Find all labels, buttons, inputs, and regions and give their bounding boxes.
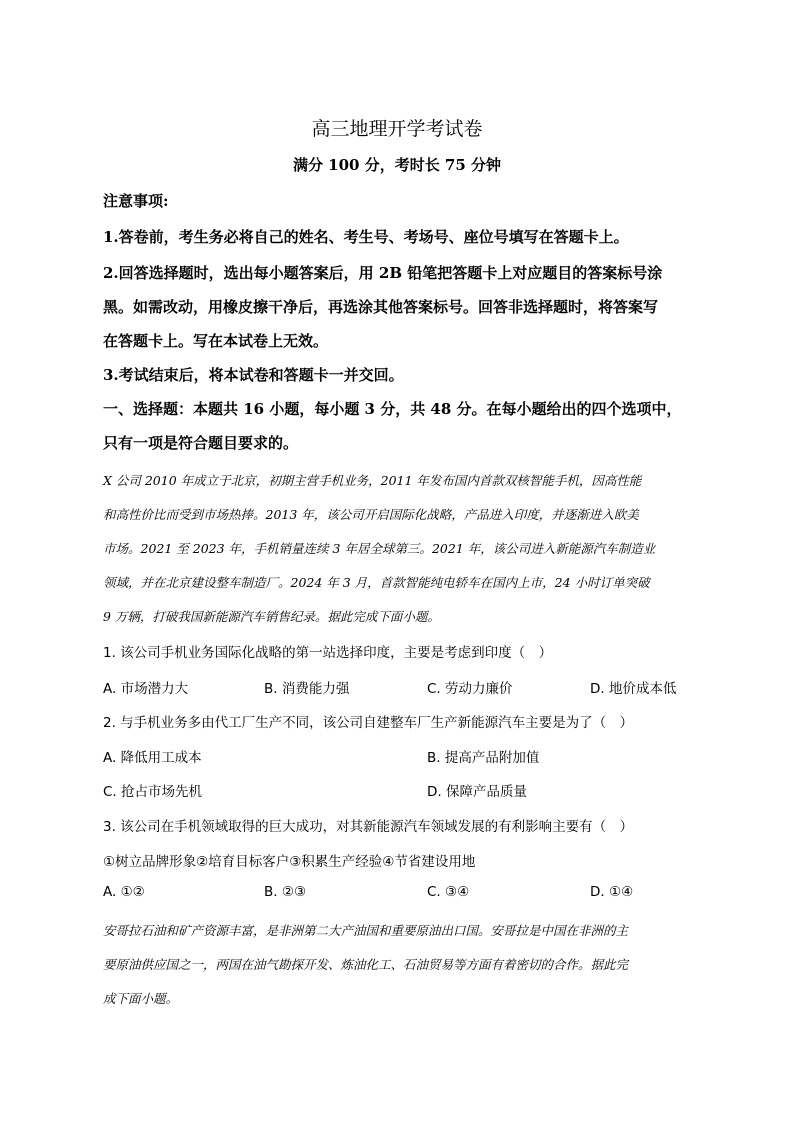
passage-line: 和高性价比而受到市场热捧。2013 年，该公司开启国际化战略，产品进入印度，并逐渐进入欧美 — [103, 507, 639, 522]
passage-line: 安哥拉石油和矿产资源丰富，是非洲第二大产油国和重要原油出口国。安哥拉是中国在非洲的主 — [103, 923, 629, 938]
question-3-stem: 3. 该公司在手机领域取得的巨大成功，对其新能源汽车领域发展的有利影响主要有（ ） — [103, 819, 634, 835]
question-2-stem: 2. 与手机业务多由代工厂生产不同，该公司自建整车厂生产新能源汽车主要是为了（ ） — [103, 715, 634, 731]
section-heading-cont: 只有一项是符合题目要求的。 — [103, 434, 299, 452]
notice-item-3: 3.考试结束后，将本试卷和答题卡一并交回。 — [103, 366, 404, 384]
page-title: 高三地理开学考试卷 — [311, 118, 483, 140]
question-2-option-b: B. 提高产品附加值 — [427, 750, 540, 766]
question-1-option-b: B. 消费能力强 — [264, 681, 350, 697]
notice-item-2-cont: 在答题卡上。写在本试卷上无效。 — [103, 332, 329, 350]
question-1-option-d: D. 地价成本低 — [590, 681, 677, 697]
question-2-option-a: A. 降低用工成本 — [103, 750, 202, 766]
passage-line: 9 万辆，打破我国新能源汽车销售纪录。据此完成下面小题。 — [103, 609, 440, 624]
notice-heading: 注意事项: — [103, 192, 169, 210]
section-heading: 一、选择题：本题共 16 小题，每小题 3 分，共 48 分。在每小题给出的四个选项中， — [103, 400, 682, 418]
passage-line: 市场。2021 至 2023 年，手机销量连续 3 年居全球第三。2021 年，该公司进入新能源汽车制造业 — [103, 541, 656, 556]
notice-item-2: 2.回答选择题时，选出每小题答案后，用 2B 铅笔把答题卡上对应题目的答案标号涂 — [103, 264, 663, 282]
question-1-option-c: C. 劳动力廉价 — [427, 681, 513, 697]
notice-item-1: 1.答卷前，考生务必将自己的姓名、考生号、考场号、座位号填写在答题卡上。 — [103, 228, 629, 246]
question-1-stem: 1. 该公司手机业务国际化战略的第一站选择印度，主要是考虑到印度（ ） — [103, 645, 553, 661]
notice-item-2-cont: 黑。如需改动，用橡皮擦干净后，再选涂其他答案标号。回答非选择题时，将答案写 — [103, 298, 659, 316]
page-subtitle: 满分 100 分，考时长 75 分钟 — [292, 156, 502, 174]
passage-line: X 公司 2010 年成立于北京，初期主营手机业务，2011 年发布国内首款双核智能手机，因高性能 — [103, 473, 642, 488]
passage-line: 领域，并在北京建设整车制造厂。2024 年 3 月，首款智能纯电轿车在国内上市，24 小时订单突破 — [103, 575, 650, 590]
question-2-option-d: D. 保障产品质量 — [427, 784, 527, 800]
question-3-option-a: A. ①② — [103, 884, 145, 900]
question-3-option-c: C. ③④ — [427, 884, 470, 900]
question-3-option-b: B. ②③ — [264, 884, 307, 900]
question-1-option-a: A. 市场潜力大 — [103, 681, 189, 697]
passage-line: 成下面小题。 — [103, 991, 179, 1006]
passage-line: 要原油供应国之一，两国在油气勘探开发、炼油化工、石油贸易等方面有着密切的合作。据此完 — [103, 957, 629, 972]
question-2-option-c: C. 抢占市场先机 — [103, 784, 203, 800]
question-3-statements: ①树立品牌形象②培育目标客户③积累生产经验④节省建设用地 — [103, 854, 476, 870]
question-3-option-d: D. ①④ — [590, 884, 634, 900]
